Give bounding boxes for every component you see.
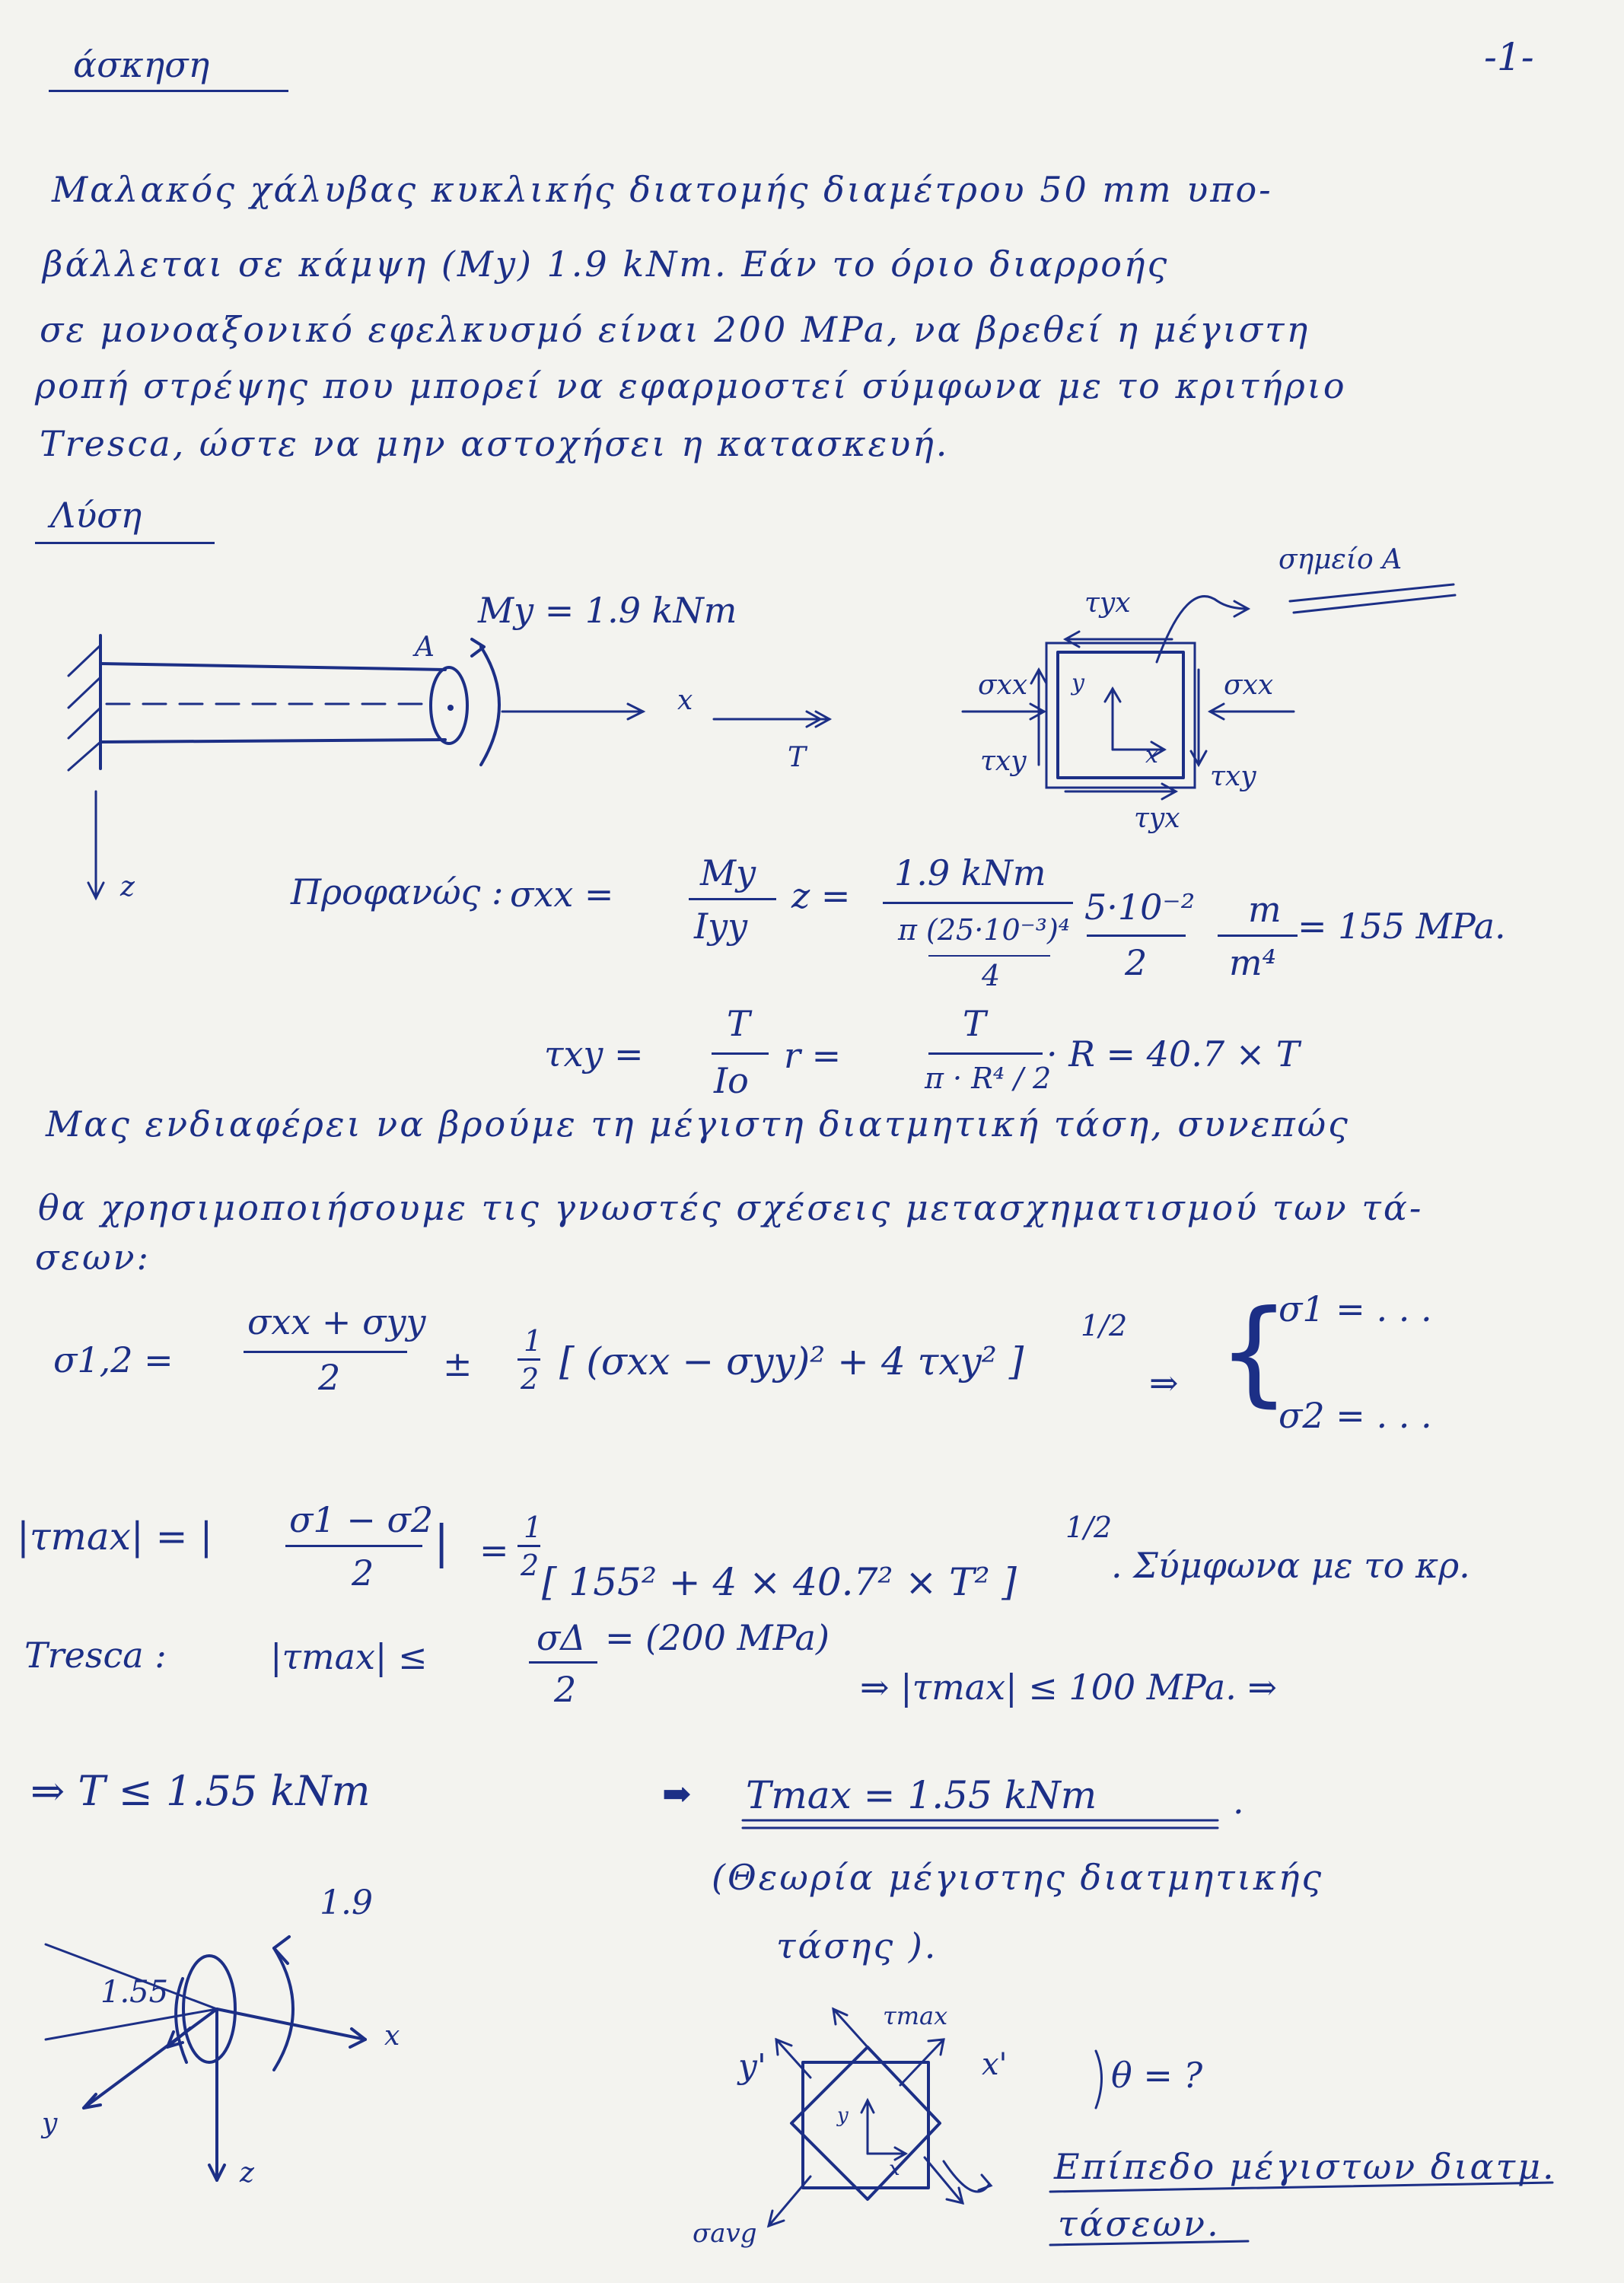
- principal-eq-num: σxx + σyy: [247, 1301, 426, 1342]
- taumax-eq-lhs: |τmax| = |: [17, 1514, 213, 1559]
- axes-y-label: y: [42, 2108, 58, 2139]
- tau-eq-mid1: r =: [784, 1035, 842, 1076]
- rotated-x-label: x: [889, 2157, 900, 2180]
- text2-line-2: θα χρησιμοποιήσουμε τις γνωστές σχέσεις μετασχηματισμού των τά-: [38, 1187, 1424, 1228]
- principal-eq-half-den: 2: [521, 1362, 540, 1396]
- tau-eq-num2: T: [963, 1003, 986, 1044]
- beam-x-axis-arrow: [502, 704, 643, 719]
- taumax-eq-num: σ1 − σ2: [289, 1499, 434, 1540]
- sigma-left-label: σxx: [978, 670, 1028, 701]
- theory-line-2: τάσης ).: [776, 1925, 938, 1966]
- stress-element: [963, 584, 1455, 799]
- exercise-title: άσκηση: [73, 44, 210, 85]
- problem-line-1: Μαλακός χάλυβας κυκλικής διατομής διαμέτρου 50 mm υπο-: [52, 169, 1273, 210]
- wall-support: [68, 635, 100, 770]
- taumax-eq-half-bar: [517, 1545, 540, 1547]
- plane-note-line-2: τάσεων.: [1058, 2203, 1221, 2244]
- principal-eq-brace: {: [1218, 1286, 1291, 1419]
- final-dot: .: [1233, 1781, 1244, 1822]
- taumax-eq-rbar: |: [434, 1516, 450, 1569]
- principal-eq-implies: ⇒: [1149, 1362, 1179, 1403]
- answer-underline: [743, 1820, 1218, 1828]
- rotated-tau-label: τmax: [883, 2001, 948, 2030]
- plane-note-line-1: Επίπεδο μέγιστων διατμ.: [1054, 2146, 1556, 2187]
- principal-eq-half-bar: [517, 1358, 540, 1361]
- tresca-result: ⇒ |τmax| ≤ 100 MPa. ⇒: [860, 1667, 1278, 1708]
- tau-eq-result: · R = 40.7 × T: [1046, 1033, 1300, 1075]
- principal-eq-pm: ±: [443, 1343, 473, 1384]
- page-number: -1-: [1484, 35, 1534, 79]
- tresca-lhs: |τmax| ≤: [270, 1636, 428, 1677]
- axes-x-label: x: [384, 2020, 400, 2052]
- taumax-eq-den: 2: [352, 1552, 374, 1594]
- tresca-paren: = (200 MPa): [605, 1617, 830, 1658]
- tresca-den: 2: [554, 1669, 577, 1710]
- beam: [100, 639, 499, 765]
- principal-eq-bar: [244, 1351, 407, 1353]
- sigma-eq-num4: m: [1248, 889, 1282, 930]
- sigma-eq-num1: My: [700, 852, 756, 893]
- beam-moment-label: My = 1.9 kNm: [478, 590, 737, 631]
- problem-line-3: σε μονοαξονικό εφελκυσμό είναι 200 MPa, να βρεθεί η μέγιστη: [40, 309, 1310, 350]
- sigma-eq-bar1: [689, 898, 776, 900]
- sigma-right-label: σxx: [1224, 670, 1274, 701]
- axes-3d-figure: [46, 1937, 365, 2180]
- principal-eq-half-num: 1: [524, 1324, 543, 1358]
- final-answer: Tmax = 1.55 kNm: [746, 1773, 1097, 1817]
- beam-x-label: x: [677, 685, 693, 716]
- sigma-eq-den1: Iyy: [694, 906, 748, 947]
- torque-arrow: [714, 712, 830, 727]
- tresca-label: Tresca :: [24, 1635, 167, 1676]
- tau-eq-bar1: [712, 1052, 769, 1055]
- text2-line-3: σεων:: [35, 1237, 151, 1278]
- taumax-eq-bar: [285, 1545, 422, 1547]
- taumax-eq-tail: . Σύμφωνα με το κρ.: [1111, 1545, 1470, 1586]
- problem-line-2: βάλλεται σε κάμψη (My) 1.9 kNm. Εάν το όριο διαρροής: [43, 244, 1170, 285]
- principal-eq-s2: σ2 = . . .: [1279, 1395, 1432, 1436]
- sigma-eq-den3: 2: [1125, 942, 1148, 983]
- taumax-eq-half-den: 2: [521, 1549, 540, 1582]
- element-y-label: y: [1072, 670, 1084, 696]
- tau-yx-bottom-label: τyx: [1134, 803, 1180, 834]
- rotated-y-label: y: [837, 2104, 849, 2127]
- problem-line-4: ροπή στρέψης που μπορεί να εφαρμοστεί σύμφωνα με το κριτήριο: [35, 365, 1347, 406]
- taumax-eq-bracket: [ 155² + 4 × 40.7² × T² ]: [542, 1560, 1017, 1604]
- sigma-eq-result: = 155 MPa.: [1298, 906, 1506, 947]
- sigma-eq-lhs: σxx =: [510, 874, 614, 915]
- axes-torque-label: 1.55: [100, 1975, 169, 2010]
- tau-eq-den1: Io: [714, 1060, 749, 1101]
- rotated-sigma-avg-label: σavg: [693, 2218, 757, 2249]
- beam-z-label: z: [120, 871, 135, 903]
- taumax-eq-half-num: 1: [524, 1511, 543, 1544]
- taumax-eq-eq: =: [479, 1530, 509, 1571]
- tau-eq-num1: T: [727, 1003, 750, 1044]
- principal-eq-den: 2: [318, 1357, 341, 1398]
- principal-eq-exp: 1/2: [1081, 1309, 1128, 1342]
- theory-line-1: (Θεωρία μέγιστης διατμητικής: [712, 1857, 1324, 1898]
- principal-eq-s1: σ1 = . . .: [1279, 1288, 1432, 1329]
- principal-eq-lhs: σ1,2 =: [53, 1339, 174, 1380]
- sigma-eq-num2: 1.9 kNm: [894, 852, 1046, 893]
- problem-line-5: Tresca, ώστε να μην αστοχήσει η κατασκευή.: [40, 423, 950, 464]
- tau-xy-right-label: τxy: [1210, 761, 1256, 792]
- sigma-eq-prefix: Προφανώς :: [291, 871, 504, 912]
- sigma-eq-den4: m⁴: [1229, 942, 1277, 983]
- z-axis-arrow: [88, 791, 103, 898]
- beam-t-label: T: [788, 742, 807, 773]
- rotated-x-prime-label: x': [982, 2047, 1008, 2082]
- point-a-label: σημείο A: [1279, 544, 1403, 575]
- tau-xy-left-label: τxy: [980, 746, 1027, 777]
- rotated-y-prime-label: y': [738, 2047, 766, 2086]
- sigma-eq-bar3: [1087, 935, 1186, 937]
- element-x-label: x: [1145, 742, 1158, 769]
- sigma-eq-den2a: π (25·10⁻³)⁴: [898, 913, 1071, 947]
- solution-heading: Λύση: [50, 495, 142, 536]
- tresca-num: σΔ: [537, 1617, 586, 1658]
- sigma-eq-bar4: [1218, 935, 1298, 937]
- sigma-eq-bar2: [883, 902, 1073, 904]
- tau-yx-top-label: τyx: [1084, 587, 1131, 619]
- sigma-eq-mid1: z =: [791, 875, 851, 916]
- sigma-eq-num3: 5·10⁻²: [1084, 887, 1196, 928]
- tau-eq-den2: π · R⁴ / 2: [925, 1062, 1052, 1095]
- tau-eq-bar2: [928, 1052, 1043, 1055]
- final-lhs: ⇒ T ≤ 1.55 kNm: [30, 1767, 371, 1815]
- axes-moment-label: 1.9: [320, 1883, 373, 1922]
- principal-eq-bracket: [ (σxx − σyy)² + 4 τxy² ]: [559, 1339, 1024, 1383]
- axes-z-label: z: [240, 2157, 254, 2189]
- sigma-eq-den2b: 4: [982, 959, 1001, 992]
- tresca-bar: [529, 1661, 597, 1664]
- tau-eq-lhs: τxy =: [544, 1033, 644, 1075]
- rotated-theta-label: θ = ?: [1111, 2055, 1203, 2096]
- sigma-eq-bar2b: [928, 955, 1050, 957]
- taumax-eq-exp: 1/2: [1065, 1511, 1113, 1544]
- beam-point-label: A: [415, 632, 435, 663]
- final-arrow: ➡: [662, 1773, 692, 1814]
- text2-line-1: Μας ενδιαφέρει να βρούμε τη μέγιστη διατμητική τάση, συνεπώς: [46, 1103, 1350, 1145]
